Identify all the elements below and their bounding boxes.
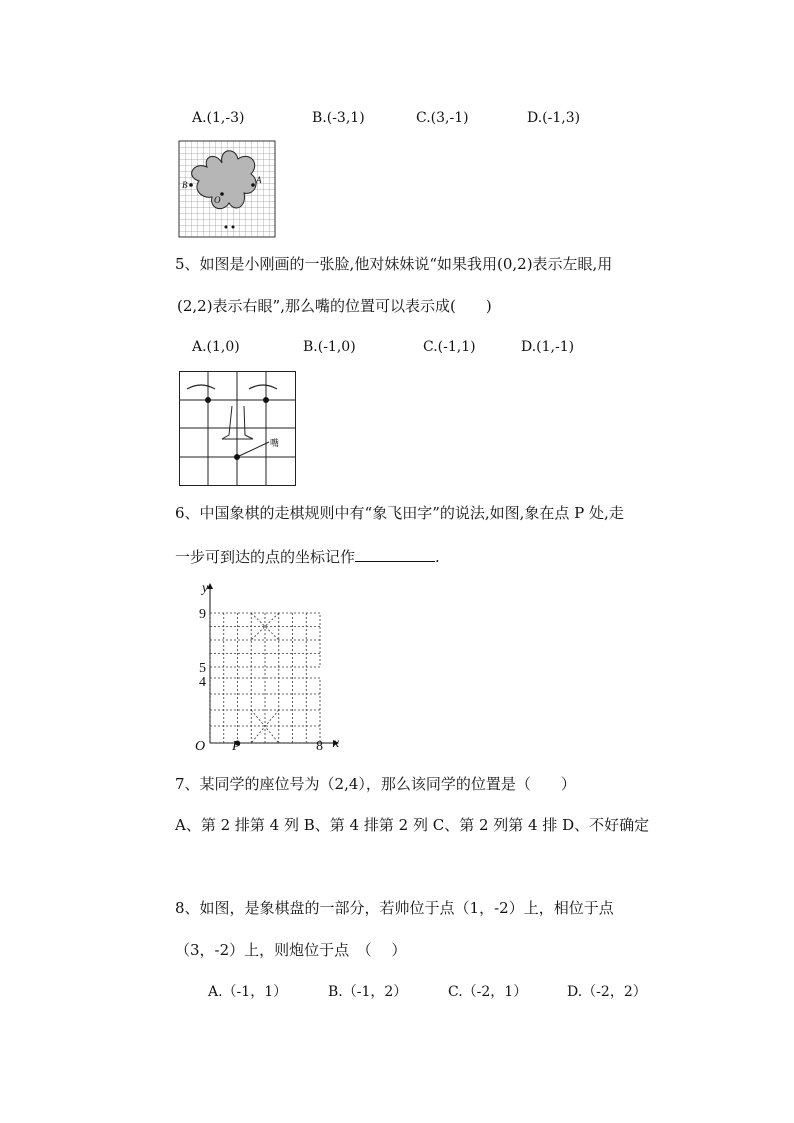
point-o: [220, 192, 224, 196]
q7-line1: 7、某同学的座位号为（2,4），那么该同学的位置是（ ）: [175, 775, 576, 793]
y-tick-4: 4: [199, 675, 206, 690]
origin-label: O: [195, 739, 206, 754]
left-eyebrow: [187, 385, 215, 389]
q6-line2-wrap: [175, 547, 440, 566]
q8-line1: 8、如图，是象棋盘的一部分，若帅位于点（1，-2）上，相位于点: [175, 899, 614, 917]
q7-line2: A、第 2 排第 4 列 B、第 4 排第 2 列 C、第 2 列第 4 排 D、不好确定: [175, 816, 650, 834]
answer-blank[interactable]: [355, 547, 435, 562]
q5-option-d[interactable]: D.(1,-1): [521, 339, 575, 355]
y-tick-5: 5: [199, 661, 206, 676]
x-axis-label: x: [333, 736, 340, 751]
q5-line1: 5、如图是小刚画的一张脸,他对妹妹说“如果我用(0,2)表示左眼,用: [175, 255, 613, 273]
x-tick-8: 8: [316, 739, 323, 754]
point-a: [251, 183, 255, 187]
left-eye: [205, 397, 211, 403]
mouth-pointer: [237, 442, 269, 457]
q8-line2: （3，-2）上，则炮位于点 （ ）: [175, 941, 407, 959]
q6-line2: 一步可到达的点的坐标记作: [175, 548, 356, 566]
label-a: A: [256, 175, 262, 185]
face-grid-figure: [179, 371, 297, 489]
q6-line2-end: .: [435, 548, 440, 566]
q8-option-d[interactable]: D.（-2，2）: [567, 984, 647, 1000]
y-axis-label: y: [202, 581, 209, 596]
q5-option-b[interactable]: B.(-1,0): [303, 339, 356, 355]
right-eye: [263, 397, 269, 403]
q8-option-a[interactable]: A.（-1，1）: [208, 984, 288, 1000]
right-eyebrow: [249, 385, 277, 389]
label-o: O: [214, 195, 221, 205]
y-tick-9: 9: [199, 607, 206, 622]
q8-option-c[interactable]: C.（-2，1）: [448, 984, 528, 1000]
point-b: [189, 183, 193, 187]
q4-option-d[interactable]: D.(-1,3): [527, 110, 581, 126]
label-b: B: [182, 180, 188, 190]
flower-grid-figure: [179, 141, 275, 239]
q6-line1: 6、中国象棋的走棋规则中有“象飞田字”的说法,如图,象在点 P 处,走: [175, 504, 624, 522]
chess-board-axes-figure: [190, 578, 350, 754]
q5-option-a[interactable]: A.(1,0): [192, 339, 240, 355]
mouth-label: 嘴: [270, 438, 280, 448]
q5-line2: (2,2)表示右眼”,那么嘴的位置可以表示成( ): [177, 297, 492, 315]
q4-option-a[interactable]: A.(1,-3): [192, 110, 245, 126]
q5-option-c[interactable]: C.(-1,1): [423, 339, 476, 355]
p-label: P: [232, 739, 241, 754]
mouth-point: [234, 454, 240, 460]
q8-option-b[interactable]: B.（-1，2）: [328, 984, 408, 1000]
q4-option-c[interactable]: C.(3,-1): [416, 110, 469, 126]
q4-option-b[interactable]: B.(-3,1): [312, 110, 365, 126]
